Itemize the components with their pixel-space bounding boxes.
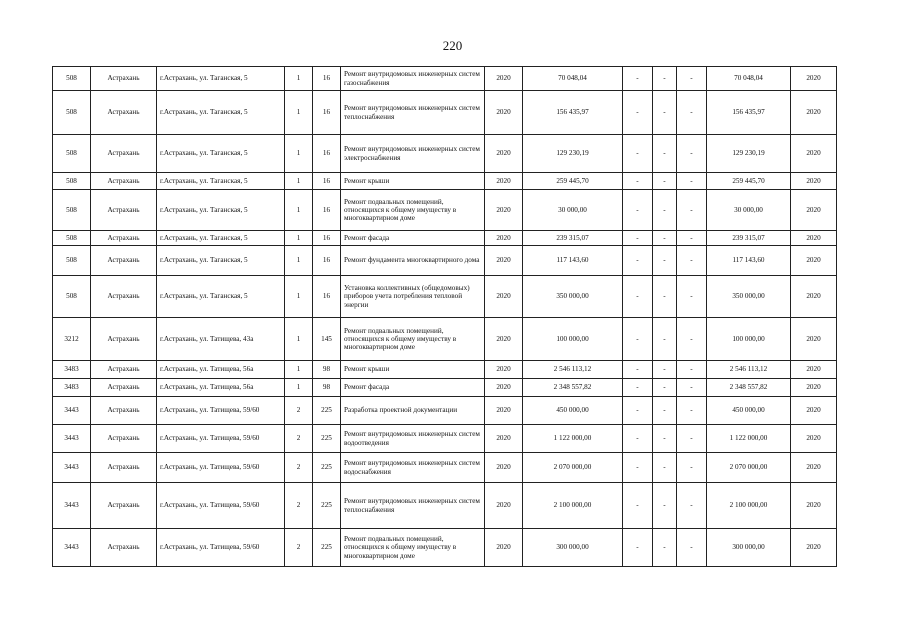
work-type-cell: Ремонт крыши — [341, 173, 485, 190]
year-end-cell: 2020 — [791, 453, 837, 483]
total-cell: 129 230,19 — [707, 135, 791, 173]
col-b-cell: 225 — [313, 483, 341, 529]
col-b-cell: 16 — [313, 67, 341, 91]
table-row — [53, 67, 837, 91]
work-type-cell: Ремонт внутридомовых инженерных систем водоснабжения — [341, 453, 485, 483]
dash-cell: - — [653, 379, 677, 397]
year-end-cell: 2020 — [791, 379, 837, 397]
page-number: 220 — [442, 38, 463, 53]
table-row — [53, 135, 837, 173]
col-b-cell: 225 — [313, 529, 341, 567]
address-cell: г.Астрахань, ул. Татищева, 59/60 — [157, 425, 285, 453]
dash-cell: - — [623, 135, 653, 173]
year-cell: 2020 — [485, 453, 523, 483]
house-id-cell: 508 — [53, 276, 91, 318]
table-row — [53, 318, 837, 361]
work-type-cell: Ремонт фундамента многоквартирного дома — [341, 246, 485, 276]
sum-cell: 300 000,00 — [523, 529, 623, 567]
sum-cell: 70 048,04 — [523, 67, 623, 91]
dash-cell: - — [623, 425, 653, 453]
city-cell: Астрахань — [91, 91, 157, 135]
col-b-cell: 16 — [313, 231, 341, 246]
table-body — [53, 67, 837, 567]
year-end-cell: 2020 — [791, 361, 837, 379]
dash-cell: - — [677, 190, 707, 231]
address-cell: г.Астрахань, ул. Таганская, 5 — [157, 276, 285, 318]
col-a-cell: 2 — [285, 529, 313, 567]
work-type-cell: Ремонт фасада — [341, 379, 485, 397]
year-cell: 2020 — [485, 425, 523, 453]
dash-cell: - — [653, 483, 677, 529]
col-a-cell: 1 — [285, 67, 313, 91]
col-b-cell: 98 — [313, 379, 341, 397]
sum-cell: 259 445,70 — [523, 173, 623, 190]
dash-cell: - — [653, 67, 677, 91]
house-id-cell: 508 — [53, 67, 91, 91]
dash-cell: - — [623, 246, 653, 276]
work-type-cell: Ремонт крыши — [341, 361, 485, 379]
city-cell: Астрахань — [91, 453, 157, 483]
year-end-cell: 2020 — [791, 483, 837, 529]
dash-cell: - — [653, 135, 677, 173]
address-cell: г.Астрахань, ул. Таганская, 5 — [157, 135, 285, 173]
city-cell: Астрахань — [91, 529, 157, 567]
work-type-cell: Ремонт подвальных помещений, относящихся к общему имуществу в многоквартирном доме — [341, 190, 485, 231]
dash-cell: - — [623, 361, 653, 379]
col-a-cell: 1 — [285, 361, 313, 379]
work-type-cell: Ремонт внутридомовых инженерных систем теплоснабжения — [341, 91, 485, 135]
year-cell: 2020 — [485, 91, 523, 135]
year-cell: 2020 — [485, 67, 523, 91]
work-type-cell: Ремонт внутридомовых инженерных систем водоотведения — [341, 425, 485, 453]
sum-cell: 129 230,19 — [523, 135, 623, 173]
year-cell: 2020 — [485, 379, 523, 397]
house-id-cell: 3483 — [53, 379, 91, 397]
total-cell: 2 070 000,00 — [707, 453, 791, 483]
city-cell: Астрахань — [91, 190, 157, 231]
col-a-cell: 1 — [285, 190, 313, 231]
city-cell: Астрахань — [91, 397, 157, 425]
sum-cell: 117 143,60 — [523, 246, 623, 276]
sum-cell: 30 000,00 — [523, 190, 623, 231]
table-row — [53, 379, 837, 397]
dash-cell: - — [677, 483, 707, 529]
col-b-cell: 16 — [313, 91, 341, 135]
dash-cell: - — [653, 529, 677, 567]
house-id-cell: 508 — [53, 135, 91, 173]
col-a-cell: 2 — [285, 425, 313, 453]
total-cell: 300 000,00 — [707, 529, 791, 567]
dash-cell: - — [677, 135, 707, 173]
col-a-cell: 1 — [285, 91, 313, 135]
total-cell: 450 000,00 — [707, 397, 791, 425]
total-cell: 117 143,60 — [707, 246, 791, 276]
year-cell: 2020 — [485, 397, 523, 425]
dash-cell: - — [677, 361, 707, 379]
table-row — [53, 361, 837, 379]
col-a-cell: 1 — [285, 379, 313, 397]
dash-cell: - — [677, 231, 707, 246]
city-cell: Астрахань — [91, 276, 157, 318]
col-b-cell: 16 — [313, 276, 341, 318]
address-cell: г.Астрахань, ул. Таганская, 5 — [157, 190, 285, 231]
year-cell: 2020 — [485, 276, 523, 318]
city-cell: Астрахань — [91, 425, 157, 453]
year-cell: 2020 — [485, 190, 523, 231]
total-cell: 259 445,70 — [707, 173, 791, 190]
city-cell: Астрахань — [91, 246, 157, 276]
table-row — [53, 453, 837, 483]
dash-cell: - — [653, 246, 677, 276]
col-a-cell: 1 — [285, 173, 313, 190]
table-row — [53, 246, 837, 276]
address-cell: г.Астрахань, ул. Татищева, 59/60 — [157, 529, 285, 567]
dash-cell: - — [623, 276, 653, 318]
col-a-cell: 1 — [285, 276, 313, 318]
house-id-cell: 508 — [53, 173, 91, 190]
year-end-cell: 2020 — [791, 397, 837, 425]
col-b-cell: 225 — [313, 425, 341, 453]
house-id-cell: 508 — [53, 231, 91, 246]
dash-cell: - — [677, 425, 707, 453]
sum-cell: 450 000,00 — [523, 397, 623, 425]
year-cell: 2020 — [485, 318, 523, 361]
address-cell: г.Астрахань, ул. Татищева, 56а — [157, 361, 285, 379]
work-type-cell: Ремонт подвальных помещений, относящихся к общему имуществу в многоквартирном доме — [341, 318, 485, 361]
dash-cell: - — [623, 91, 653, 135]
sum-cell: 2 100 000,00 — [523, 483, 623, 529]
year-cell: 2020 — [485, 173, 523, 190]
house-id-cell: 508 — [53, 190, 91, 231]
year-cell: 2020 — [485, 246, 523, 276]
total-cell: 30 000,00 — [707, 190, 791, 231]
work-type-cell: Ремонт подвальных помещений, относящихся к общему имуществу в многоквартирном доме — [341, 529, 485, 567]
year-end-cell: 2020 — [791, 91, 837, 135]
col-b-cell: 16 — [313, 135, 341, 173]
address-cell: г.Астрахань, ул. Татищева, 56а — [157, 379, 285, 397]
table-row — [53, 231, 837, 246]
city-cell: Астрахань — [91, 173, 157, 190]
dash-cell: - — [653, 318, 677, 361]
work-type-cell: Установка коллективных (общедомовых) приборов учета потребления тепловой энергии — [341, 276, 485, 318]
table-row — [53, 190, 837, 231]
dash-cell: - — [677, 379, 707, 397]
dash-cell: - — [623, 483, 653, 529]
house-id-cell: 3443 — [53, 397, 91, 425]
sum-cell: 156 435,97 — [523, 91, 623, 135]
address-cell: г.Астрахань, ул. Татищева, 59/60 — [157, 397, 285, 425]
dash-cell: - — [677, 67, 707, 91]
city-cell: Астрахань — [91, 67, 157, 91]
table-row — [53, 276, 837, 318]
city-cell: Астрахань — [91, 318, 157, 361]
year-end-cell: 2020 — [791, 67, 837, 91]
col-b-cell: 225 — [313, 453, 341, 483]
dash-cell: - — [623, 67, 653, 91]
house-id-cell: 3443 — [53, 529, 91, 567]
work-type-cell: Ремонт внутридомовых инженерных систем теплоснабжения — [341, 483, 485, 529]
col-b-cell: 16 — [313, 173, 341, 190]
dash-cell: - — [677, 529, 707, 567]
address-cell: г.Астрахань, ул. Татищева, 43а — [157, 318, 285, 361]
work-type-cell: Ремонт внутридомовых инженерных систем электроснабжения — [341, 135, 485, 173]
sum-cell: 239 315,07 — [523, 231, 623, 246]
house-id-cell: 508 — [53, 91, 91, 135]
dash-cell: - — [677, 91, 707, 135]
dash-cell: - — [653, 91, 677, 135]
dash-cell: - — [677, 397, 707, 425]
dash-cell: - — [677, 246, 707, 276]
dash-cell: - — [653, 453, 677, 483]
city-cell: Астрахань — [91, 135, 157, 173]
address-cell: г.Астрахань, ул. Татищева, 59/60 — [157, 453, 285, 483]
year-end-cell: 2020 — [791, 173, 837, 190]
year-cell: 2020 — [485, 529, 523, 567]
col-a-cell: 2 — [285, 483, 313, 529]
city-cell: Астрахань — [91, 379, 157, 397]
house-id-cell: 3443 — [53, 483, 91, 529]
work-type-cell: Разработка проектной документации — [341, 397, 485, 425]
house-id-cell: 3443 — [53, 425, 91, 453]
col-b-cell: 98 — [313, 361, 341, 379]
dash-cell: - — [623, 318, 653, 361]
house-id-cell: 3212 — [53, 318, 91, 361]
total-cell: 350 000,00 — [707, 276, 791, 318]
year-cell: 2020 — [485, 135, 523, 173]
dash-cell: - — [653, 276, 677, 318]
total-cell: 2 348 557,82 — [707, 379, 791, 397]
col-b-cell: 16 — [313, 190, 341, 231]
total-cell: 1 122 000,00 — [707, 425, 791, 453]
col-a-cell: 1 — [285, 135, 313, 173]
col-a-cell: 2 — [285, 397, 313, 425]
work-type-cell: Ремонт фасада — [341, 231, 485, 246]
table-row — [53, 529, 837, 567]
total-cell: 2 546 113,12 — [707, 361, 791, 379]
sum-cell: 1 122 000,00 — [523, 425, 623, 453]
total-cell: 70 048,04 — [707, 67, 791, 91]
col-a-cell: 1 — [285, 246, 313, 276]
dash-cell: - — [677, 318, 707, 361]
total-cell: 239 315,07 — [707, 231, 791, 246]
year-cell: 2020 — [485, 483, 523, 529]
dash-cell: - — [623, 190, 653, 231]
col-b-cell: 16 — [313, 246, 341, 276]
address-cell: г.Астрахань, ул. Таганская, 5 — [157, 173, 285, 190]
house-id-cell: 3443 — [53, 453, 91, 483]
address-cell: г.Астрахань, ул. Таганская, 5 — [157, 91, 285, 135]
col-a-cell: 2 — [285, 453, 313, 483]
dash-cell: - — [623, 231, 653, 246]
sum-cell: 2 348 557,82 — [523, 379, 623, 397]
repair-plan-table — [52, 66, 837, 567]
city-cell: Астрахань — [91, 231, 157, 246]
city-cell: Астрахань — [91, 361, 157, 379]
dash-cell: - — [623, 529, 653, 567]
sum-cell: 100 000,00 — [523, 318, 623, 361]
total-cell: 2 100 000,00 — [707, 483, 791, 529]
year-cell: 2020 — [485, 231, 523, 246]
work-type-cell: Ремонт внутридомовых инженерных систем газоснабжения — [341, 67, 485, 91]
total-cell: 156 435,97 — [707, 91, 791, 135]
dash-cell: - — [677, 276, 707, 318]
year-end-cell: 2020 — [791, 135, 837, 173]
year-end-cell: 2020 — [791, 276, 837, 318]
dash-cell: - — [653, 425, 677, 453]
col-b-cell: 145 — [313, 318, 341, 361]
address-cell: г.Астрахань, ул. Таганская, 5 — [157, 246, 285, 276]
address-cell: г.Астрахань, ул. Таганская, 5 — [157, 231, 285, 246]
dash-cell: - — [623, 379, 653, 397]
year-end-cell: 2020 — [791, 318, 837, 361]
table-row — [53, 483, 837, 529]
dash-cell: - — [623, 397, 653, 425]
dash-cell: - — [653, 231, 677, 246]
table-row — [53, 397, 837, 425]
table-row — [53, 91, 837, 135]
dash-cell: - — [677, 173, 707, 190]
year-end-cell: 2020 — [791, 529, 837, 567]
sum-cell: 2 070 000,00 — [523, 453, 623, 483]
sum-cell: 350 000,00 — [523, 276, 623, 318]
dash-cell: - — [653, 397, 677, 425]
house-id-cell: 508 — [53, 246, 91, 276]
dash-cell: - — [653, 190, 677, 231]
dash-cell: - — [623, 453, 653, 483]
address-cell: г.Астрахань, ул. Татищева, 59/60 — [157, 483, 285, 529]
year-end-cell: 2020 — [791, 246, 837, 276]
sum-cell: 2 546 113,12 — [523, 361, 623, 379]
year-end-cell: 2020 — [791, 231, 837, 246]
dash-cell: - — [653, 173, 677, 190]
table-row — [53, 173, 837, 190]
col-a-cell: 1 — [285, 231, 313, 246]
dash-cell: - — [653, 361, 677, 379]
dash-cell: - — [677, 453, 707, 483]
year-end-cell: 2020 — [791, 425, 837, 453]
table-row — [53, 425, 837, 453]
col-a-cell: 1 — [285, 318, 313, 361]
address-cell: г.Астрахань, ул. Таганская, 5 — [157, 67, 285, 91]
year-cell: 2020 — [485, 361, 523, 379]
city-cell: Астрахань — [91, 483, 157, 529]
dash-cell: - — [623, 173, 653, 190]
total-cell: 100 000,00 — [707, 318, 791, 361]
year-end-cell: 2020 — [791, 190, 837, 231]
col-b-cell: 225 — [313, 397, 341, 425]
house-id-cell: 3483 — [53, 361, 91, 379]
